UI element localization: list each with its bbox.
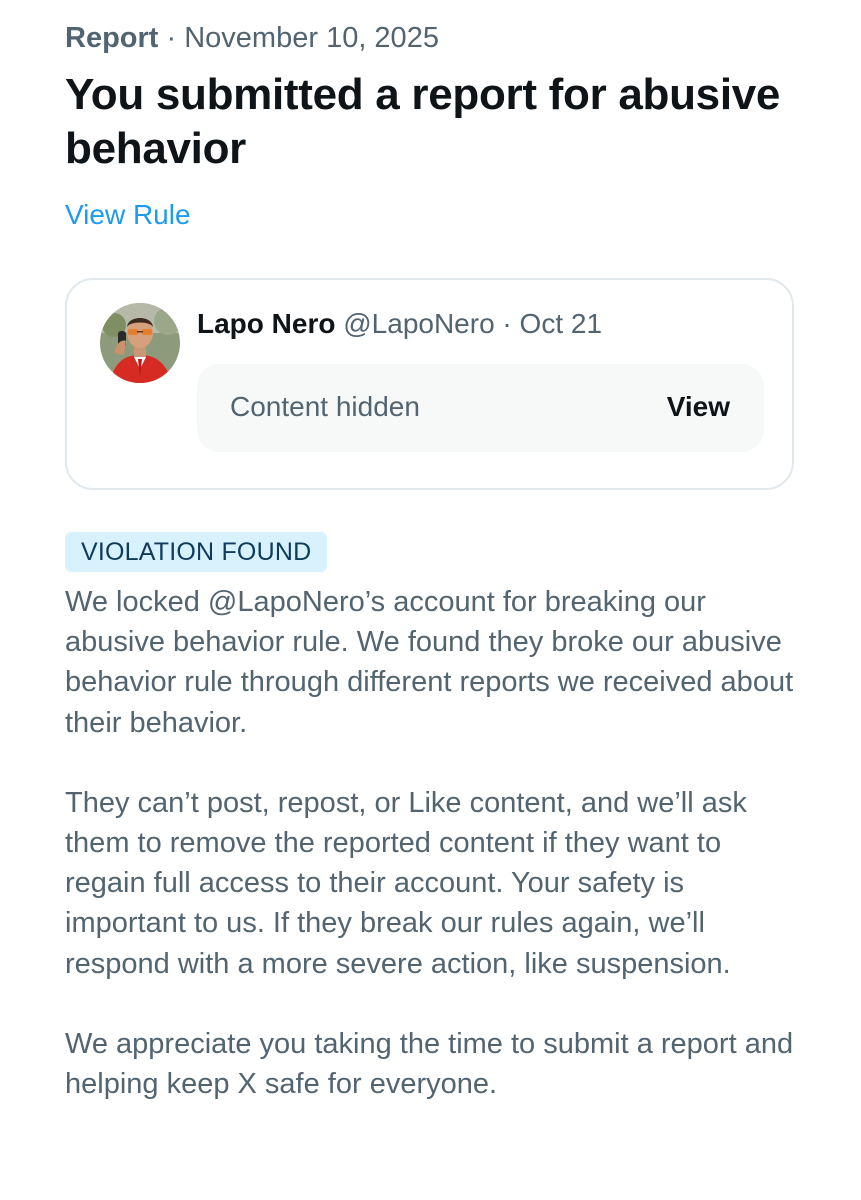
page-title: You submitted a report for abusive behavior	[65, 70, 781, 173]
avatar[interactable]	[100, 303, 180, 383]
post-date: Oct 21	[519, 308, 603, 339]
report-detail	[65, 0, 800, 1104]
body-paragraph-3: We appreciate you taking the time to submit a report and helping keep X safe for everyone.	[65, 1027, 794, 1101]
view-hidden-content-button[interactable]: View	[666, 391, 730, 422]
hidden-content-box	[197, 364, 764, 452]
post-author-line	[197, 306, 602, 342]
status-badge: VIOLATION FOUND	[65, 532, 327, 572]
report-meta	[65, 20, 800, 56]
hidden-content-label: Content hidden	[230, 391, 420, 422]
body-paragraph-2: They can’t post, repost, or Like content, and we’ll ask them to remove the reported content if they want to regain full access to their account. Your safety is important to us. If they break our rules again, we’ll respond with a more severe action, like suspension.	[65, 786, 747, 980]
reported-post-card	[65, 278, 794, 490]
view-rule-link[interactable]: View Rule	[65, 199, 191, 230]
report-date: November 10, 2025	[184, 22, 439, 54]
meta-separator: ·	[158, 22, 185, 54]
body-paragraph-1: We locked @LapoNero’s account for breaking our abusive behavior rule. We found they broke our abusive behavior rule through different reports we received about their behavior.	[65, 586, 794, 739]
author-handle[interactable]: @LapoNero	[343, 308, 495, 339]
author-name[interactable]: Lapo Nero	[197, 308, 336, 339]
avatar-photo-icon	[100, 303, 180, 383]
post-meta-separator: ·	[494, 308, 520, 339]
report-kind: Report	[65, 22, 159, 54]
